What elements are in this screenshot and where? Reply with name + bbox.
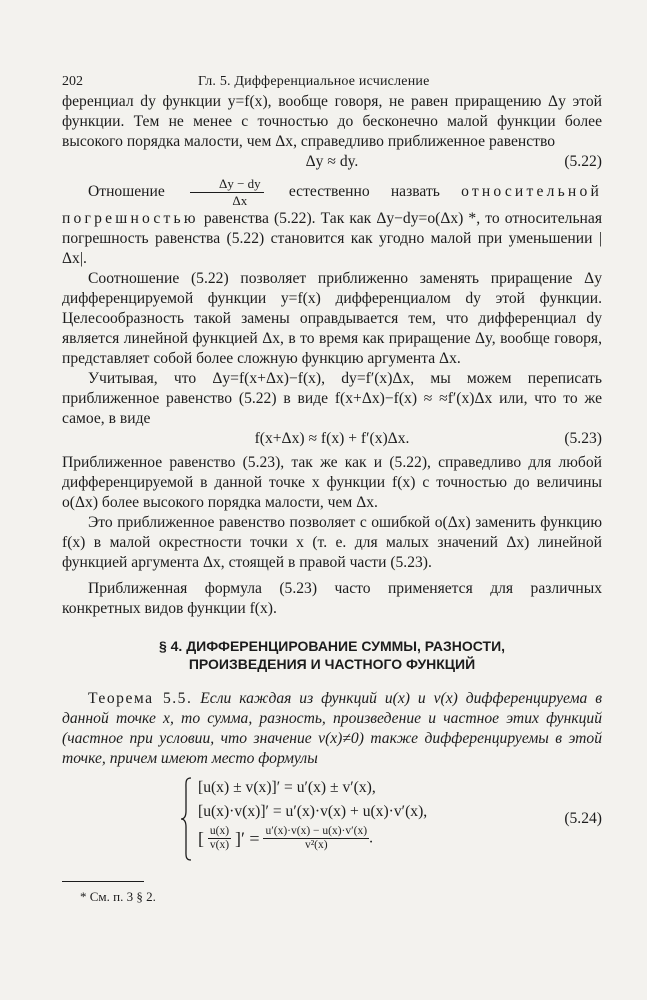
para2-rest: равенства (5.22). Так как Δy−dy=o(Δx) *, то относительная погрешность равенства (5.22) становится как угодно малой при уменьшении |Δx|. bbox=[62, 210, 602, 267]
quotient-lhs-denominator: v(x) bbox=[209, 839, 230, 851]
quotient-lhs-numerator: u(x) bbox=[209, 825, 230, 837]
equation-5-24 bbox=[62, 777, 602, 863]
quotient-rhs bbox=[263, 825, 369, 852]
equation-5-22 bbox=[62, 152, 602, 176]
quotient-rhs-numerator: u′(x)·v(x) − u(x)·v′(x) bbox=[265, 825, 368, 837]
quotient-rhs-denominator: v²(x) bbox=[304, 839, 328, 851]
paragraph-1: ференциал dy функции y=f(x), вообще говоря, не равен приращению Δy этой функции. Тем не менее с точностью до бесконечно малой функции более высокого порядка малости, чем Δx, справедливо приближенное равенство bbox=[62, 93, 602, 150]
running-title: Гл. 5. Дифференциальное исчисление bbox=[198, 74, 430, 89]
equation-5-23 bbox=[62, 429, 602, 453]
para2-mid: естественно назвать bbox=[288, 183, 440, 201]
paragraph-7: Приближенная формула (5.23) часто применяется для различных конкретных видов функции f(x). bbox=[62, 580, 602, 617]
footnote: * См. п. 3 § 2. bbox=[80, 889, 156, 904]
theorem-5-5 bbox=[62, 689, 602, 769]
para2-lead: Отношение bbox=[88, 183, 165, 201]
left-brace-icon bbox=[180, 777, 192, 861]
paragraph-4: Учитывая, что Δy=f(x+Δx)−f(x), dy=f′(x)Δx, мы можем переписать приближенное равенство (5.22) в виде f(x+Δx)−f(x) ≈ ≈f′(x)Δx или, что то же самое, в виде bbox=[62, 370, 602, 427]
section-heading-line-1: § 4. ДИФФЕРЕНЦИРОВАНИЕ СУММЫ, РАЗНОСТИ, bbox=[158, 638, 506, 654]
spaced-term-2: погрешностью bbox=[62, 210, 199, 227]
theorem-statement: Если каждая из функций u(x) и v(x) дифференцируема в данной точке x, то сумма, разность, произведение и частное этих функций (частное при условии, что значение v(x)≠0) также дифференцируемы в этой точке, причем имеют место формулы bbox=[62, 690, 603, 767]
spaced-term-1: относительной bbox=[461, 183, 602, 201]
quotient-rule: [ $\frac{u(x)}{v(x)}$ ]′ = $\frac{u'(x)\cdot v(x) - u(x)\cdot v'(x)}{\text{v²(x)}}$ . bbox=[198, 825, 373, 851]
equation-formula: Δy ≈ dy. bbox=[305, 153, 359, 170]
product-rule: [u(x)·v(x)]′ = u′(x)·v(x) + u(x)·v′(x), bbox=[198, 803, 428, 820]
page-header bbox=[62, 70, 602, 92]
paragraph-6: Это приближенное равенство позволяет с ошибкой o(Δx) заменить функцию f(x) в малой окрестности точки x (т. е. для малых значений Δx) линейной функцией аргумента Δx, стоящей в правой части (5.23). bbox=[62, 514, 602, 571]
book-page bbox=[62, 70, 602, 906]
quotient-lhs bbox=[208, 825, 231, 852]
equation-formula: f(x+Δx) ≈ f(x) + f′(x)Δx. bbox=[254, 430, 410, 447]
sum-rule: [u(x) ± v(x)]′ = u′(x) ± v′(x), bbox=[198, 779, 376, 796]
equation-number: (5.22) bbox=[564, 153, 602, 170]
paragraph-2 bbox=[62, 176, 602, 269]
derivative-rules bbox=[198, 777, 427, 861]
theorem-label: Теорема 5.5. bbox=[88, 690, 193, 707]
relative-error-fraction bbox=[190, 176, 264, 209]
footnote-divider bbox=[62, 881, 144, 882]
equation-number: (5.23) bbox=[564, 430, 602, 447]
equation-number: (5.24) bbox=[564, 810, 602, 827]
section-heading bbox=[62, 637, 602, 673]
fraction-denominator: Δx bbox=[232, 193, 248, 208]
fraction-numerator: Δy − dy bbox=[190, 176, 264, 193]
paragraph-3: Соотношение (5.22) позволяет приближенно заменять приращение Δy дифференцируемой функции y=f(x) дифференциалом dy этой функции. Целесообразность такой замены оправдывается тем, что дифференциал dy является линейной функцией Δx, в то время как приращение Δy, вообще говоря, представляет собой более сложную функцию аргумента Δx. bbox=[62, 270, 602, 367]
section-heading-line-2: ПРОИЗВЕДЕНИЯ И ЧАСТНОГО ФУНКЦИЙ bbox=[188, 656, 476, 672]
paragraph-5: Приближенное равенство (5.23), так же как и (5.22), справедливо для любой дифференцируемой в данной точке x функции f(x) с точностью до величины o(Δx) более высокого порядка малости, чем Δx. bbox=[62, 454, 602, 511]
page-number: 202 bbox=[62, 74, 83, 89]
